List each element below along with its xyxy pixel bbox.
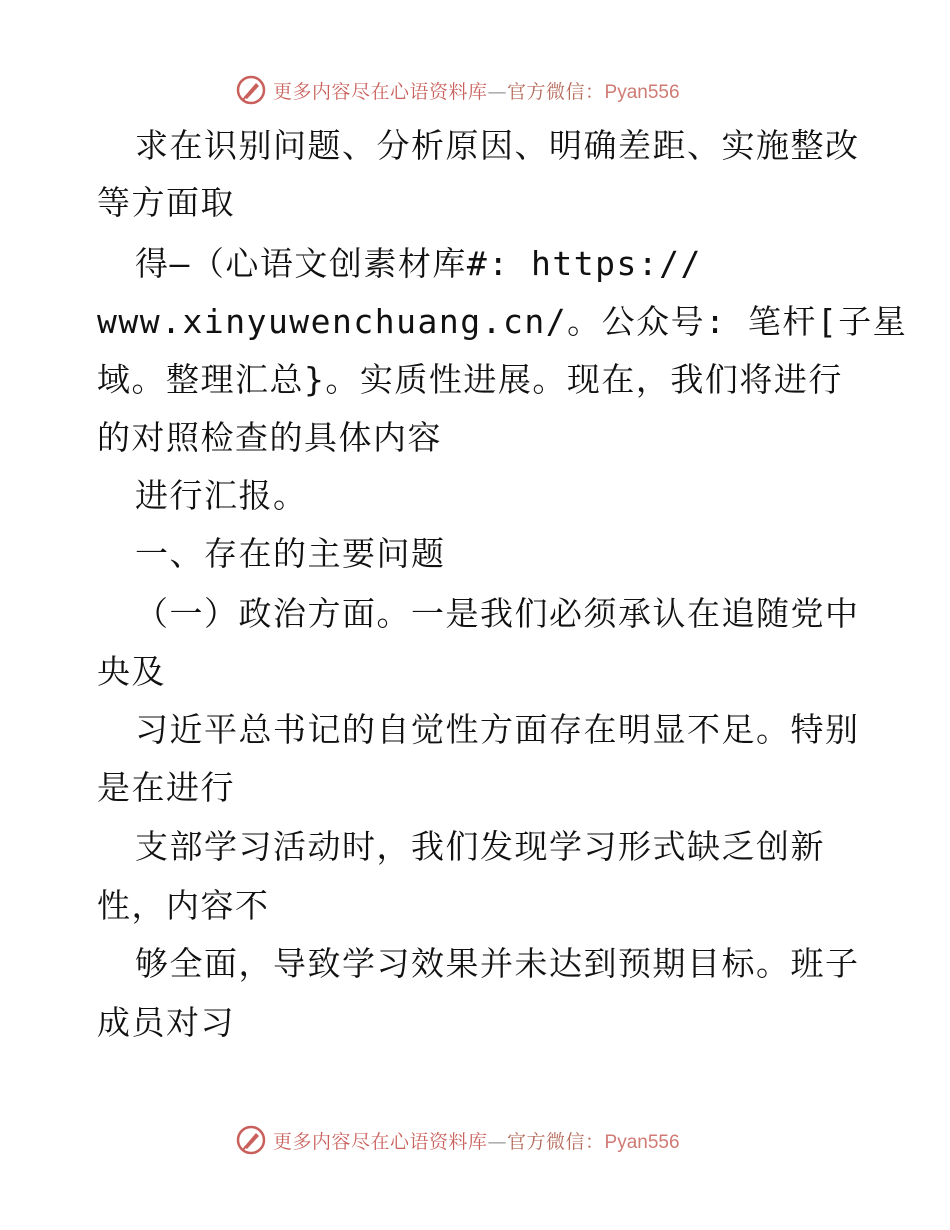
text-line-9: （一）政治方面。一是我们必须承认在追随党中 <box>135 594 860 633</box>
watermark-wechat-id: Pyan556 <box>604 1131 680 1153</box>
text-line-16: 成员对习 <box>97 1003 235 1042</box>
text-line-7: 进行汇报。 <box>135 476 308 515</box>
text-line-12: 是在进行 <box>97 768 235 807</box>
text-line-14: 性，内容不 <box>97 886 270 925</box>
text-line-5: 域。整理汇总}。实质性进展。现在，我们将进行 <box>97 360 843 399</box>
footer-watermark <box>235 1122 680 1158</box>
quill-logo-icon <box>235 74 267 106</box>
text-line-4: www.xinyuwenchuang.cn/。公众号: 笔杆[子星 <box>97 302 908 341</box>
watermark-text <box>273 77 680 104</box>
text-line-2: 等方面取 <box>97 183 235 222</box>
header-watermark <box>235 72 680 108</box>
section-heading: 一、存在的主要问题 <box>135 534 446 573</box>
text-line-6: 的对照检查的具体内容 <box>97 418 442 457</box>
watermark-wechat-label: 官方微信： <box>507 80 605 103</box>
text-line-3: 得—（心语文创素材库#: https:// <box>135 244 702 283</box>
text-line-1: 求在识别问题、分析原因、明确差距、实施整改 <box>135 126 860 165</box>
watermark-wechat-id: Pyan556 <box>604 81 680 103</box>
text-line-10: 央及 <box>97 652 166 691</box>
watermark-site: 更多内容尽在心语资料库 <box>273 1130 488 1153</box>
text-line-11: 习近平总书记的自觉性方面存在明显不足。特别 <box>135 710 860 749</box>
text-line-13: 支部学习活动时，我们发现学习形式缺乏创新 <box>135 827 825 866</box>
watermark-separator: — <box>487 1130 508 1153</box>
watermark-wechat-label: 官方微信： <box>507 1130 605 1153</box>
watermark-text <box>273 1127 680 1154</box>
watermark-site: 更多内容尽在心语资料库 <box>273 80 488 103</box>
text-line-15: 够全面，导致学习效果并未达到预期目标。班子 <box>135 944 860 983</box>
watermark-separator: — <box>487 80 508 103</box>
quill-logo-icon <box>235 1124 267 1156</box>
